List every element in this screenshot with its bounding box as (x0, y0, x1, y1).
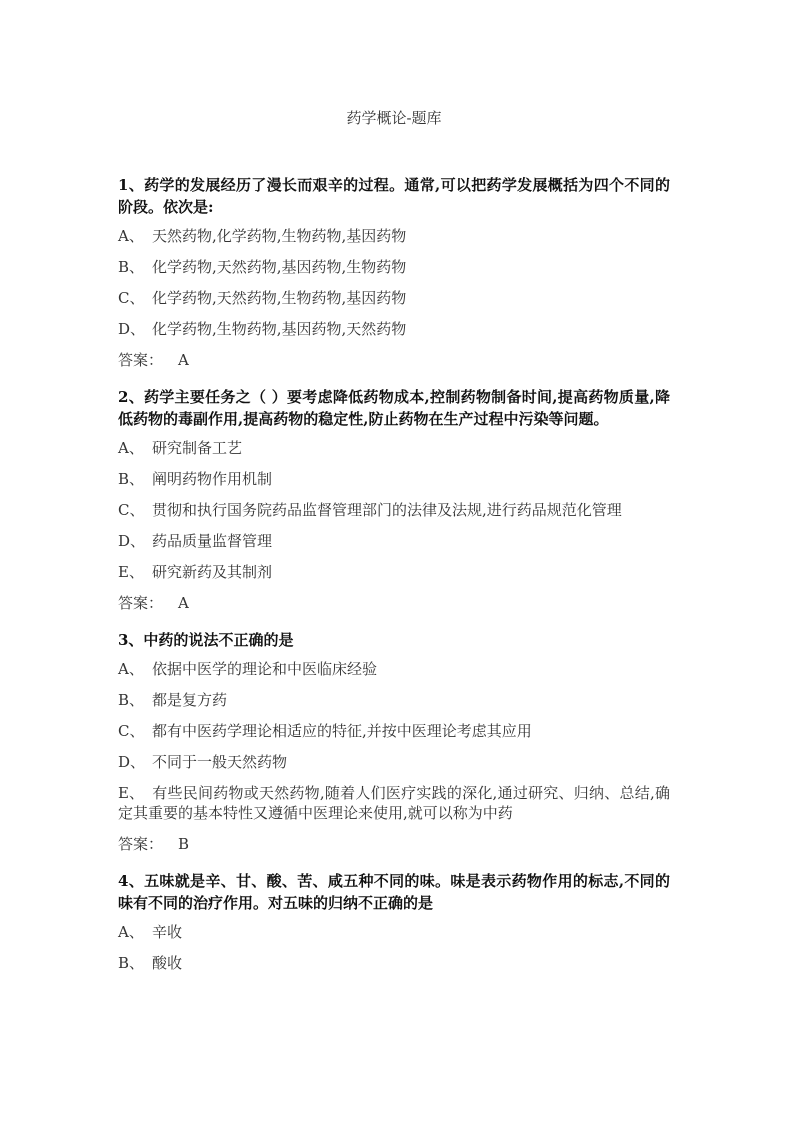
question-text: 2、药学主要任务之（ ）要考虑降低药物成本,控制药物制备时间,提高药物质量,降低药物的毒副作用,提高药物的稳定性,防止药物在生产过程中污染等问题。 (118, 388, 670, 428)
option-letter: D、 (118, 320, 146, 338)
option-letter: B、 (118, 954, 145, 972)
option-letter: A、 (118, 439, 144, 457)
document-title: 药学概论-题库 (346, 109, 442, 127)
question-text: 3、中药的说法不正确的是 (118, 631, 294, 649)
option-item (118, 226, 670, 246)
question-list (118, 174, 670, 984)
option-item (118, 531, 670, 551)
option-text: 贯彻和执行国务院药品监督管理部门的法律及法规,进行药品规范化管理 (152, 501, 622, 519)
option-letter: B、 (118, 691, 145, 709)
answer-line (118, 834, 670, 854)
option-text: 辛收 (152, 923, 183, 941)
answer-value: B (178, 835, 190, 853)
option-item (118, 721, 670, 741)
answer-line (118, 593, 670, 613)
option-item (118, 690, 670, 710)
question-block (118, 629, 670, 854)
answer-label: 答案： (118, 835, 164, 853)
option-item (118, 257, 670, 277)
option-letter: B、 (118, 470, 145, 488)
answer-label: 答案： (118, 351, 164, 369)
answer-line (118, 350, 670, 370)
option-item (118, 953, 670, 973)
question-block (118, 386, 670, 613)
option-letter: B、 (118, 258, 145, 276)
option-text: 化学药物,天然药物,生物药物,基因药物 (152, 289, 407, 307)
answer-value: A (178, 351, 189, 369)
question-block (118, 174, 670, 370)
option-text: 有些民间药物或天然药物,随着人们医疗实践的深化,通过研究、归纳、总结,确定其重要的基本特性又遵循中医理论来使用,就可以称为中药 (118, 784, 670, 822)
question-text: 4、五味就是辛、甘、酸、苦、咸五种不同的味。味是表示药物作用的标志,不同的味有不同的治疗作用。对五味的归纳不正确的是 (118, 872, 670, 912)
option-letter: E、 (118, 563, 144, 581)
option-item (118, 659, 670, 679)
option-letter: C、 (118, 501, 145, 519)
option-text: 药品质量监督管理 (152, 532, 273, 550)
option-text: 依据中医学的理论和中医临床经验 (152, 660, 378, 678)
option-item (118, 288, 670, 308)
option-item (118, 500, 670, 520)
option-text: 不同于一般天然药物 (152, 753, 288, 771)
question-text: 1、药学的发展经历了漫长而艰辛的过程。通常,可以把药学发展概括为四个不同的阶段。依次是: (118, 176, 670, 216)
option-item (118, 319, 670, 339)
option-letter: A、 (118, 227, 144, 245)
option-text: 化学药物,生物药物,基因药物,天然药物 (152, 320, 407, 338)
option-text: 酸收 (152, 954, 183, 972)
option-text: 都是复方药 (152, 691, 228, 709)
option-item (118, 922, 670, 942)
option-item (118, 783, 670, 823)
option-text: 研究制备工艺 (152, 439, 243, 457)
option-letter: A、 (118, 923, 144, 941)
option-item (118, 438, 670, 458)
option-text: 都有中医药学理论相适应的特征,并按中医理论考虑其应用 (152, 722, 532, 740)
answer-value: A (178, 594, 189, 612)
option-letter: E、 (118, 784, 144, 802)
option-text: 研究新药及其制剂 (152, 563, 273, 581)
option-text: 化学药物,天然药物,基因药物,生物药物 (152, 258, 407, 276)
option-text: 天然药物,化学药物,生物药物,基因药物 (152, 227, 407, 245)
option-item (118, 562, 670, 582)
option-letter: D、 (118, 753, 146, 771)
option-item (118, 752, 670, 772)
question-block (118, 870, 670, 973)
option-letter: C、 (118, 722, 145, 740)
option-letter: D、 (118, 532, 146, 550)
option-letter: C、 (118, 289, 145, 307)
option-item (118, 469, 670, 489)
option-letter: A、 (118, 660, 144, 678)
answer-label: 答案： (118, 594, 164, 612)
option-text: 阐明药物作用机制 (152, 470, 273, 488)
